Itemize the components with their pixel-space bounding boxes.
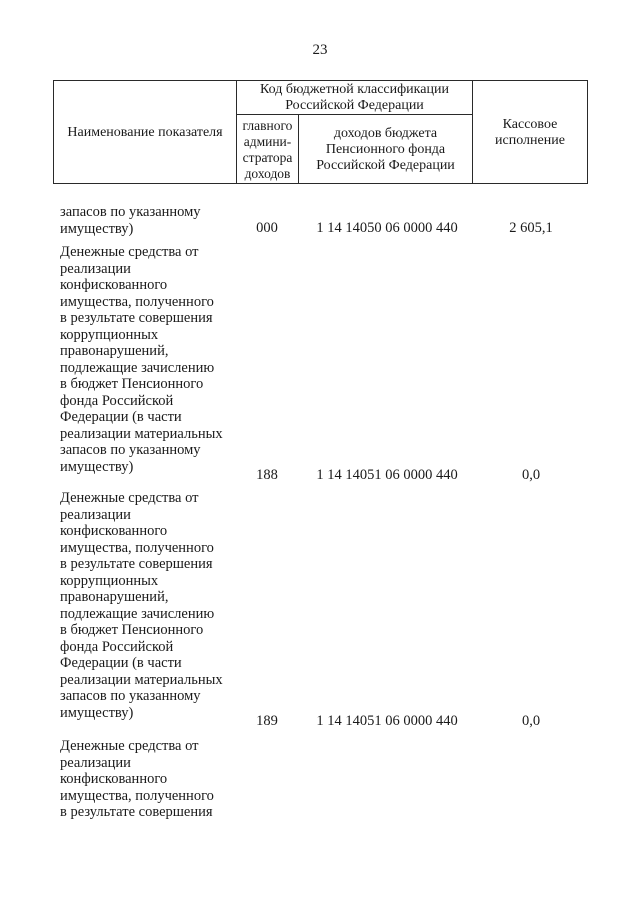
row-amount: 2 605,1: [509, 220, 553, 236]
header-col-income: доходов бюджета Пенсионного фонда Российской Федерации: [316, 125, 455, 173]
page-number: 23: [312, 42, 328, 58]
row-admin-code: 000: [256, 220, 278, 236]
header-col-admin: главного админи-стратора доходов: [242, 117, 293, 181]
header-col-name: Наименование показателя: [67, 124, 223, 140]
row-amount: 0,0: [521, 467, 541, 483]
row-name: Денежные средства от реализации конфискованного имущества, полученного в результате совершения: [60, 738, 214, 820]
row-classification-code: 1 14 14051 06 0000 440: [316, 467, 458, 483]
table-header: [53, 80, 588, 184]
row-admin-code: 188: [256, 467, 278, 483]
row-classification-code: 1 14 14050 06 0000 440: [316, 220, 458, 236]
row-name: Денежные средства от реализации конфискованного имущества, полученного в результате совершения коррупционных правонарушений, подлежащие зачислению в бюджет Пенсионного фонда Российской Федерации (в части реализации материальных запасов по указанному имуществу): [60, 490, 223, 721]
row-classification-code: 1 14 14051 06 0000 440: [316, 713, 458, 729]
row-amount: 0,0: [521, 713, 541, 729]
header-col-amount: Кассовое исполнение: [495, 116, 565, 148]
header-col-group: Код бюджетной классификации Российской Федерации: [260, 81, 449, 113]
row-name: Денежные средства от реализации конфискованного имущества, полученного в результате совершения коррупционных правонарушений, подлежащие зачислению в бюджет Пенсионного фонда Российской Федерации (в части реализации материальных запасов по указанному имуществу): [60, 244, 223, 475]
row-admin-code: 189: [256, 713, 278, 729]
row-name: запасов по указанному имуществу): [60, 204, 201, 237]
